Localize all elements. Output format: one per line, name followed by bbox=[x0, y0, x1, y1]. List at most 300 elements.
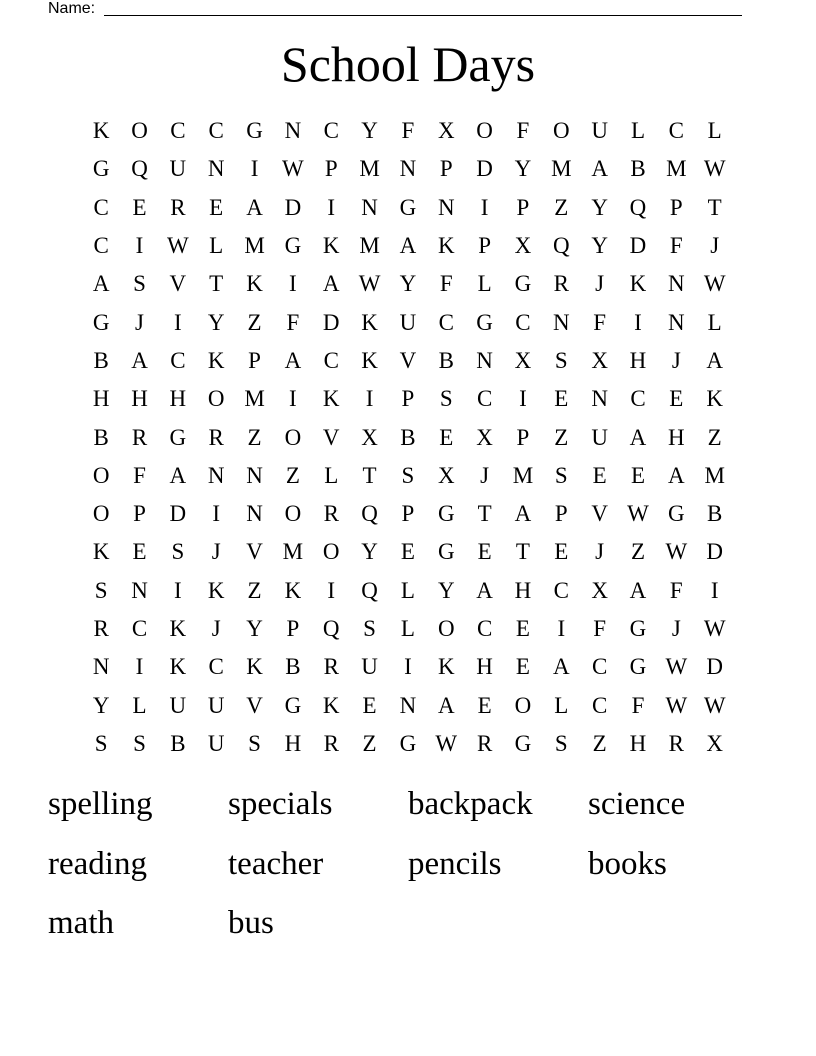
grid-letter: R bbox=[323, 654, 339, 680]
grid-letter: B bbox=[400, 424, 416, 450]
grid-letter: N bbox=[131, 577, 148, 603]
grid-letter: E bbox=[554, 539, 569, 565]
grid-letter: Z bbox=[285, 462, 300, 488]
grid-letter: A bbox=[284, 347, 302, 373]
grid-letter: N bbox=[668, 309, 685, 335]
grid-letter: P bbox=[669, 194, 683, 220]
grid-letter: Z bbox=[247, 309, 262, 335]
grid-letter: H bbox=[476, 654, 493, 680]
grid-letter: K bbox=[92, 539, 110, 565]
grid-letter: M bbox=[244, 386, 265, 412]
grid-letter: R bbox=[93, 616, 109, 641]
grid-letter: W bbox=[703, 692, 726, 718]
grid-letter: W bbox=[665, 539, 688, 565]
grid-letter: U bbox=[169, 156, 187, 182]
grid-letter: W bbox=[282, 156, 304, 182]
grid-letter: G bbox=[399, 194, 417, 220]
grid-letter: D bbox=[706, 539, 723, 565]
grid-letter: M bbox=[551, 156, 572, 182]
grid-letter: M bbox=[359, 156, 380, 182]
grid-letter: X bbox=[361, 424, 378, 450]
grid-letter: C bbox=[515, 309, 531, 335]
grid-letter: A bbox=[706, 347, 723, 373]
grid-letter: Y bbox=[591, 233, 608, 259]
grid-letter: U bbox=[591, 424, 608, 450]
grid-letter: P bbox=[401, 501, 415, 527]
grid-letter: C bbox=[438, 309, 454, 335]
grid-letter: F bbox=[516, 118, 530, 144]
grid-letter: K bbox=[322, 386, 340, 412]
grid-letter: G bbox=[246, 118, 263, 144]
grid-row bbox=[82, 150, 734, 188]
grid-row bbox=[82, 342, 734, 380]
grid-letter: B bbox=[93, 347, 109, 373]
grid-letter: M bbox=[244, 233, 265, 259]
grid-row bbox=[82, 610, 734, 648]
grid-letter: O bbox=[322, 539, 340, 565]
grid-letter: B bbox=[93, 424, 109, 450]
grid-letter: V bbox=[246, 539, 263, 565]
grid-letter: I bbox=[174, 577, 182, 603]
word-list-item: math bbox=[48, 905, 114, 941]
grid-letter: S bbox=[94, 730, 108, 756]
grid-letter: E bbox=[439, 424, 454, 450]
grid-letter: A bbox=[246, 194, 263, 220]
grid-letter: E bbox=[554, 386, 569, 412]
grid-letter: M bbox=[359, 233, 380, 259]
grid-letter: B bbox=[170, 730, 186, 756]
grid-row bbox=[82, 533, 734, 571]
grid-letter: N bbox=[361, 194, 378, 220]
grid-letter: V bbox=[399, 347, 417, 373]
grid-letter: R bbox=[668, 730, 684, 756]
grid-letter: I bbox=[212, 501, 221, 527]
grid-letter: F bbox=[439, 271, 453, 297]
grid-letter: J bbox=[671, 347, 681, 373]
grid-letter: Z bbox=[247, 577, 262, 603]
grid-letter: A bbox=[476, 577, 493, 603]
grid-letter: I bbox=[289, 271, 297, 297]
grid-letter: F bbox=[401, 118, 415, 144]
grid-letter: X bbox=[476, 424, 493, 450]
grid-letter: Z bbox=[554, 194, 569, 220]
grid-letter: O bbox=[284, 501, 302, 527]
grid-letter: F bbox=[286, 309, 300, 335]
grid-letter: A bbox=[629, 424, 647, 450]
grid-letter: U bbox=[399, 309, 417, 335]
grid-letter: L bbox=[630, 118, 646, 144]
grid-letter: G bbox=[629, 654, 647, 680]
grid-letter: E bbox=[669, 386, 684, 412]
grid-letter: N bbox=[284, 118, 302, 144]
grid-letter: U bbox=[169, 692, 187, 718]
grid-letter: V bbox=[169, 271, 187, 297]
grid-letter: F bbox=[669, 233, 683, 259]
grid-letter: O bbox=[552, 118, 570, 144]
grid-letter: C bbox=[323, 347, 339, 373]
grid-letter: A bbox=[668, 462, 685, 488]
grid-letter: Y bbox=[437, 577, 455, 603]
grid-letter: O bbox=[284, 424, 302, 450]
grid-letter: K bbox=[361, 309, 378, 335]
grid-letter: C bbox=[630, 386, 646, 412]
grid-letter: R bbox=[553, 271, 569, 297]
grid-letter: C bbox=[668, 118, 684, 144]
grid-letter: D bbox=[476, 156, 493, 182]
grid-row bbox=[82, 648, 734, 686]
grid-letter: F bbox=[631, 692, 645, 718]
grid-letter: C bbox=[591, 692, 608, 718]
grid-letter: K bbox=[169, 654, 187, 680]
grid-letter: S bbox=[439, 386, 453, 412]
grid-letter: N bbox=[246, 501, 263, 527]
grid-letter: N bbox=[552, 309, 570, 335]
grid-row bbox=[82, 265, 734, 303]
grid-letter: R bbox=[208, 424, 224, 450]
grid-letter: P bbox=[554, 501, 568, 527]
grid-letter: A bbox=[169, 462, 187, 488]
grid-letter: D bbox=[284, 194, 302, 220]
grid-row bbox=[82, 686, 734, 724]
grid-row bbox=[82, 725, 734, 763]
grid-letter: S bbox=[248, 730, 261, 756]
grid-letter: I bbox=[289, 386, 297, 412]
grid-letter: A bbox=[131, 347, 148, 373]
grid-letter: C bbox=[170, 118, 186, 144]
grid-letter: K bbox=[629, 271, 647, 297]
grid-letter: Q bbox=[322, 616, 340, 641]
grid-letter: K bbox=[246, 654, 263, 680]
grid-letter: R bbox=[170, 194, 186, 220]
word-list-item: bus bbox=[228, 905, 274, 941]
grid-letter: D bbox=[169, 501, 187, 527]
grid-letter: B bbox=[630, 156, 646, 182]
grid-row bbox=[82, 457, 734, 495]
grid-row bbox=[82, 380, 734, 418]
grid-letter: J bbox=[135, 309, 144, 335]
grid-letter: C bbox=[170, 347, 186, 373]
grid-letter: F bbox=[593, 309, 607, 335]
grid-letter: U bbox=[207, 730, 225, 756]
grid-letter: W bbox=[703, 156, 726, 182]
grid-letter: P bbox=[286, 616, 300, 641]
grid-letter: X bbox=[591, 577, 608, 603]
grid-letter: Q bbox=[131, 156, 148, 182]
grid-letter: G bbox=[169, 424, 187, 450]
grid-letter: J bbox=[710, 233, 720, 259]
grid-letter: I bbox=[135, 654, 144, 680]
grid-letter: Y bbox=[207, 309, 225, 335]
grid-letter: Y bbox=[92, 692, 110, 718]
page-title: School Days bbox=[280, 36, 536, 92]
grid-letter: G bbox=[668, 501, 685, 527]
grid-letter: X bbox=[514, 347, 532, 373]
grid-letter: W bbox=[665, 692, 688, 718]
grid-letter: L bbox=[209, 233, 224, 259]
grid-letter: G bbox=[399, 730, 417, 756]
grid-letter: T bbox=[362, 462, 377, 488]
word-list-item: spelling bbox=[48, 786, 153, 822]
grid-letter: U bbox=[207, 692, 225, 718]
grid-letter: Q bbox=[552, 233, 570, 259]
grid-letter: S bbox=[171, 539, 185, 565]
grid-letter: H bbox=[131, 386, 148, 412]
grid-letter: Y bbox=[514, 156, 532, 182]
grid-letter: P bbox=[516, 424, 530, 450]
grid-letter: I bbox=[519, 386, 527, 412]
grid-letter: L bbox=[400, 577, 415, 603]
grid-letter: M bbox=[704, 462, 725, 488]
grid-letter: C bbox=[208, 654, 224, 680]
grid-letter: I bbox=[404, 654, 412, 680]
name-field[interactable] bbox=[48, 0, 742, 18]
grid-letter: C bbox=[553, 577, 569, 603]
grid-letter: A bbox=[591, 156, 608, 182]
grid-letter: C bbox=[93, 233, 109, 259]
grid-letter: S bbox=[363, 616, 376, 641]
grid-letter: T bbox=[707, 194, 722, 220]
grid-letter: I bbox=[634, 309, 642, 335]
grid-letter: O bbox=[476, 118, 493, 144]
grid-letter: I bbox=[480, 194, 489, 220]
grid-letter: E bbox=[132, 539, 147, 565]
grid-letter: E bbox=[515, 654, 530, 680]
grid-letter: L bbox=[707, 309, 722, 335]
grid-letter: P bbox=[324, 156, 338, 182]
grid-letter: Y bbox=[361, 539, 378, 565]
grid-letter: H bbox=[92, 386, 110, 412]
grid-letter: C bbox=[476, 616, 493, 641]
grid-letter: K bbox=[322, 233, 340, 259]
word-list-item: reading bbox=[48, 845, 147, 882]
grid-letter: G bbox=[284, 233, 302, 259]
grid-letter: Z bbox=[554, 424, 569, 450]
word-list-item: books bbox=[588, 845, 667, 882]
grid-letter: L bbox=[554, 692, 569, 718]
grid-letter: O bbox=[92, 501, 110, 527]
grid-letter: E bbox=[209, 194, 224, 220]
grid-letter: G bbox=[514, 271, 532, 297]
grid-letter: H bbox=[629, 347, 647, 373]
grid-letter: S bbox=[554, 462, 568, 488]
grid-letter: S bbox=[133, 730, 146, 756]
grid-letter: M bbox=[512, 462, 534, 488]
word-list bbox=[48, 780, 768, 959]
grid-row bbox=[82, 189, 734, 227]
grid-letter: P bbox=[516, 194, 530, 220]
grid-letter: N bbox=[476, 347, 493, 373]
grid-letter: A bbox=[399, 233, 417, 259]
grid-letter: E bbox=[400, 539, 415, 565]
grid-letter: E bbox=[592, 462, 607, 488]
grid-letter: N bbox=[92, 654, 110, 680]
grid-letter: O bbox=[514, 692, 532, 718]
grid-letter: L bbox=[477, 271, 492, 297]
grid-letter: D bbox=[322, 309, 340, 335]
grid-letter: A bbox=[437, 692, 455, 718]
grid-letter: L bbox=[400, 616, 415, 641]
grid-letter: R bbox=[323, 501, 339, 527]
grid-letter: V bbox=[591, 501, 608, 527]
grid-letter: X bbox=[706, 730, 723, 756]
grid-letter: T bbox=[515, 539, 530, 565]
grid-letter: N bbox=[246, 462, 263, 488]
grid-letter: P bbox=[133, 501, 146, 527]
grid-letter: P bbox=[439, 156, 453, 182]
grid-letter: L bbox=[132, 692, 147, 718]
grid-letter: R bbox=[476, 730, 493, 756]
grid-letter: R bbox=[131, 424, 148, 450]
word-list-item: pencils bbox=[408, 845, 502, 882]
grid-letter: G bbox=[92, 309, 110, 335]
grid-letter: K bbox=[437, 654, 455, 680]
word-list-item: specials bbox=[228, 786, 333, 822]
grid-letter: W bbox=[703, 271, 726, 297]
grid-letter: F bbox=[593, 616, 607, 641]
grid-letter: J bbox=[211, 539, 221, 565]
grid-letter: H bbox=[284, 730, 302, 756]
grid-letter: L bbox=[324, 462, 339, 488]
grid-letter: G bbox=[476, 309, 493, 335]
grid-letter: H bbox=[629, 730, 647, 756]
grid-letter: U bbox=[361, 654, 378, 680]
grid-row bbox=[82, 112, 734, 150]
grid-letter: G bbox=[284, 692, 302, 718]
grid-letter: N bbox=[207, 462, 225, 488]
grid-letter: J bbox=[595, 539, 605, 565]
grid-letter: S bbox=[133, 271, 146, 297]
grid-letter: I bbox=[135, 233, 144, 259]
grid-letter: B bbox=[285, 654, 301, 680]
grid-letter: O bbox=[437, 616, 455, 641]
grid-letter: G bbox=[437, 501, 455, 527]
grid-letter: C bbox=[131, 616, 148, 641]
grid-letter: G bbox=[514, 730, 532, 756]
grid-letter: N bbox=[399, 692, 417, 718]
grid-row bbox=[82, 227, 734, 265]
grid-letter: B bbox=[707, 501, 723, 527]
grid-letter: R bbox=[323, 730, 339, 756]
grid-letter: E bbox=[477, 539, 492, 565]
grid-letter: Q bbox=[361, 577, 378, 603]
grid-letter: K bbox=[207, 347, 225, 373]
grid-letter: K bbox=[169, 616, 187, 641]
grid-letter: W bbox=[358, 271, 381, 297]
grid-letter: O bbox=[207, 386, 225, 412]
grid-letter: K bbox=[322, 692, 340, 718]
grid-letter: I bbox=[710, 577, 719, 603]
grid-row bbox=[82, 572, 734, 610]
grid-letter: J bbox=[480, 462, 490, 488]
grid-letter: H bbox=[169, 386, 187, 412]
grid-letter: J bbox=[595, 271, 605, 297]
grid-letter: K bbox=[706, 386, 723, 412]
grid-row bbox=[82, 495, 734, 533]
grid-letter: Z bbox=[247, 424, 262, 450]
grid-letter: H bbox=[514, 577, 532, 603]
grid-letter: D bbox=[706, 654, 723, 680]
grid-letter: S bbox=[554, 730, 568, 756]
grid-letter: W bbox=[435, 730, 458, 756]
grid-letter: T bbox=[209, 271, 224, 297]
grid-letter: K bbox=[361, 347, 378, 373]
grid-letter: M bbox=[282, 539, 304, 565]
grid-letter: W bbox=[703, 616, 726, 641]
grid-letter: Y bbox=[591, 194, 608, 220]
grid-letter: D bbox=[629, 233, 647, 259]
grid-letter: I bbox=[250, 156, 259, 182]
grid-letter: A bbox=[322, 271, 340, 297]
grid-letter: X bbox=[437, 462, 455, 488]
grid-letter: U bbox=[591, 118, 608, 144]
grid-letter: Z bbox=[362, 730, 377, 756]
grid-row bbox=[82, 418, 734, 456]
grid-letter: S bbox=[94, 577, 108, 603]
grid-letter: A bbox=[514, 501, 532, 527]
grid-letter: V bbox=[322, 424, 340, 450]
grid-letter: I bbox=[557, 616, 566, 641]
grid-letter: C bbox=[208, 118, 224, 144]
grid-letter: P bbox=[478, 233, 491, 259]
word-search-grid bbox=[82, 112, 734, 763]
grid-letter: N bbox=[437, 194, 455, 220]
grid-letter: J bbox=[671, 616, 681, 641]
grid-letter: E bbox=[477, 692, 492, 718]
grid-letter: O bbox=[92, 462, 110, 488]
grid-letter: K bbox=[92, 118, 110, 144]
word-list-item: science bbox=[588, 786, 686, 822]
grid-letter: N bbox=[591, 386, 608, 412]
grid-letter: O bbox=[131, 118, 148, 144]
grid-letter: C bbox=[323, 118, 339, 144]
grid-letter: K bbox=[246, 271, 263, 297]
grid-letter: W bbox=[627, 501, 649, 527]
grid-letter: Y bbox=[246, 616, 263, 641]
grid-letter: K bbox=[284, 577, 302, 603]
name-label: Name: bbox=[48, 0, 96, 17]
grid-letter: W bbox=[665, 654, 688, 680]
grid-letter: A bbox=[629, 577, 647, 603]
grid-letter: X bbox=[514, 233, 532, 259]
grid-letter: L bbox=[707, 118, 722, 144]
grid-letter: T bbox=[477, 501, 492, 527]
grid-letter: E bbox=[515, 616, 530, 641]
grid-letter: E bbox=[132, 194, 147, 220]
grid-letter: G bbox=[629, 616, 647, 641]
grid-letter: E bbox=[630, 462, 646, 488]
grid-letter: K bbox=[437, 233, 455, 259]
grid-letter: N bbox=[399, 156, 417, 182]
grid-letter: I bbox=[365, 386, 374, 412]
word-list-item: backpack bbox=[408, 786, 533, 822]
grid-row bbox=[82, 303, 734, 341]
grid-letter: S bbox=[554, 347, 568, 373]
grid-letter: Z bbox=[630, 539, 646, 565]
grid-letter: S bbox=[401, 462, 415, 488]
grid-letter: I bbox=[327, 194, 336, 220]
grid-letter: E bbox=[362, 692, 377, 718]
grid-letter: N bbox=[668, 271, 685, 297]
grid-letter: C bbox=[591, 654, 608, 680]
grid-letter: I bbox=[174, 309, 182, 335]
grid-letter: H bbox=[668, 424, 685, 450]
grid-letter: Y bbox=[399, 271, 417, 297]
grid-letter: B bbox=[438, 347, 454, 373]
grid-letter: K bbox=[207, 577, 225, 603]
grid-letter: Q bbox=[629, 194, 647, 220]
grid-letter: P bbox=[401, 386, 415, 412]
grid-letter: M bbox=[666, 156, 687, 182]
